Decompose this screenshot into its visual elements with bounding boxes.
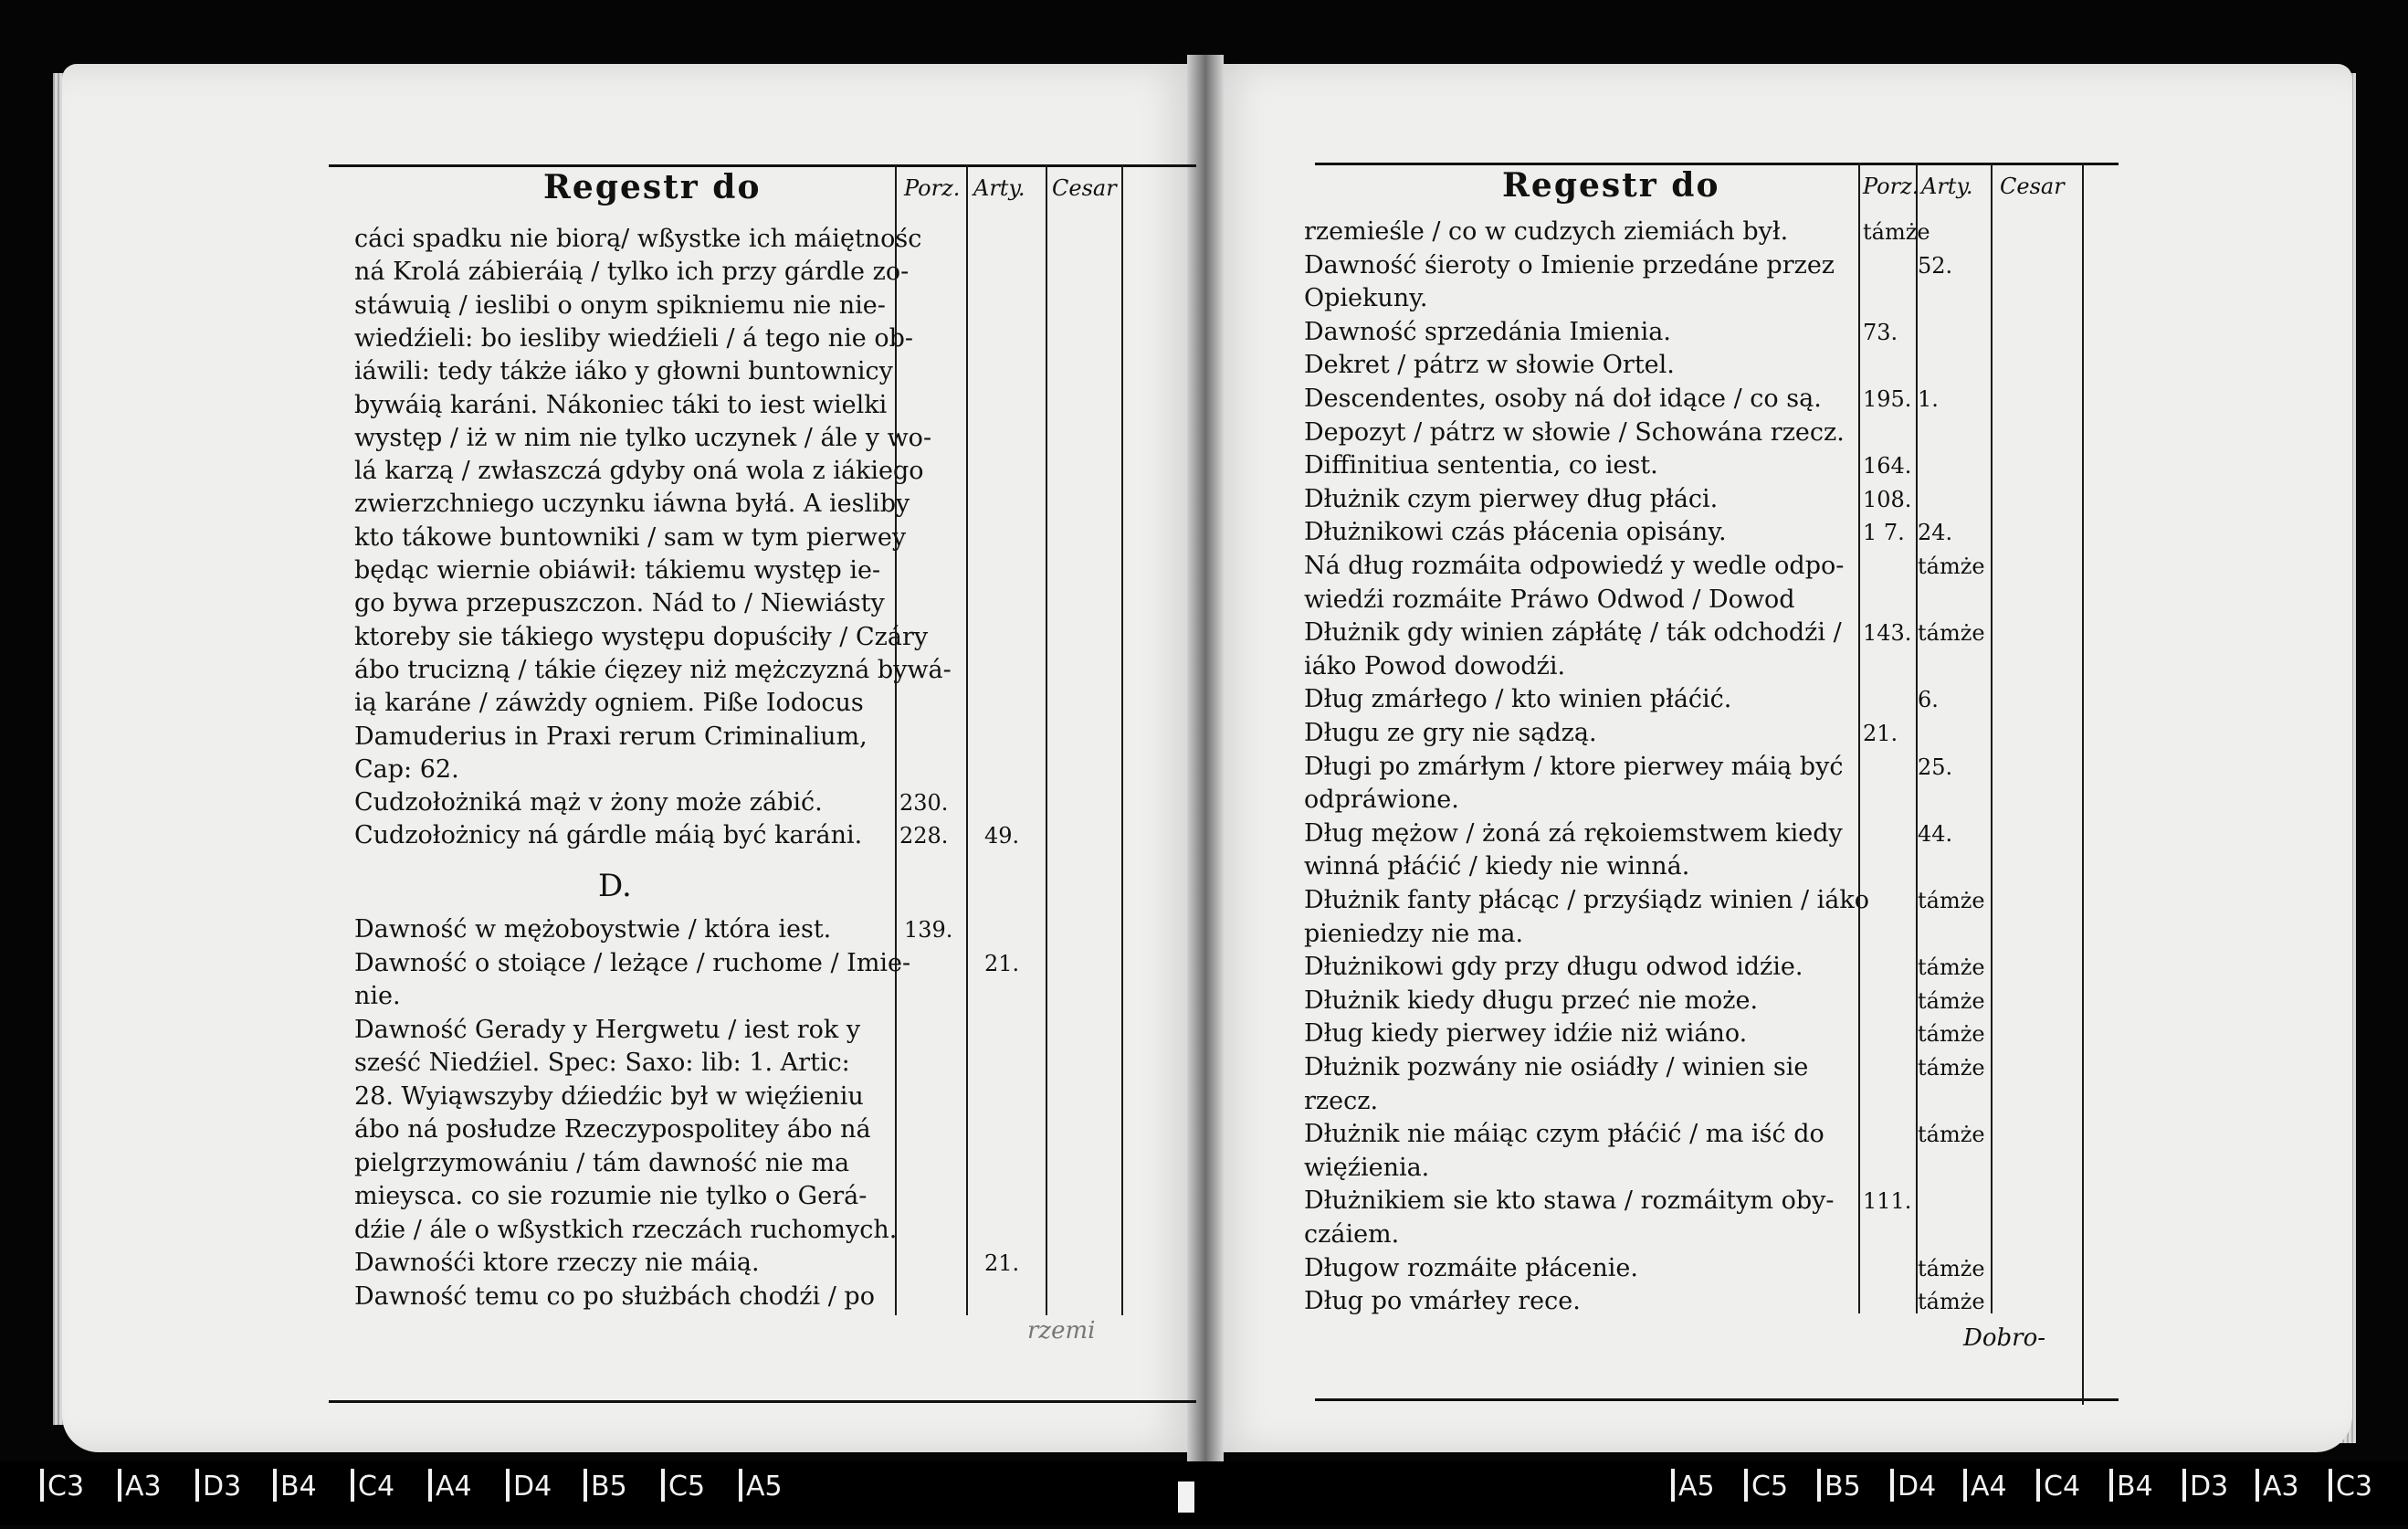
entry-text: bywáią karáni. Nákoniec táki to iest wielki (354, 390, 888, 419)
entry-porz: 195. (1863, 386, 1912, 412)
left-column-rule (1121, 164, 1123, 1315)
signature-label: C4 (2044, 1471, 2081, 1503)
entry-text: lá karzą / zwłaszczá gdyby oná wola z iákiego (354, 457, 924, 486)
right-catchword: Dobro- (1963, 1324, 2046, 1352)
entry-arty: támże (1918, 554, 1985, 579)
signature-label: B5 (591, 1471, 627, 1503)
entry-text: cáci spadku nie biorą/ wßystke ich máiętnośc (354, 225, 922, 253)
entry-porz: 73. (1863, 319, 1898, 345)
left-col-cesar: Cesar (1052, 175, 1117, 201)
left-col-porz: Porz. (904, 175, 961, 201)
entry-arty: támże (1918, 1255, 1985, 1281)
entry-arty: támże (1918, 888, 1985, 913)
strip-divider (273, 1469, 277, 1502)
entry-arty: támże (1918, 1289, 1985, 1315)
entry-text: Dawność o stoiące / leżące / ruchome / Imie- (354, 948, 911, 977)
entry-text: będąc wiernie obiáwił: tákiemu występ ie- (354, 556, 881, 585)
entry-arty: támże (1918, 1055, 1985, 1081)
entry-text: rzecz. (1304, 1086, 1379, 1115)
entry-text: Dłużnik nie máiąc czym płáćić / ma iść do (1304, 1120, 1824, 1149)
entry-arty: 24. (1918, 520, 1953, 546)
entry-text: Dawność w mężoboystwie / która iest. (354, 915, 832, 944)
entry-text: nie. (354, 982, 401, 1010)
signature-label: C4 (358, 1471, 395, 1503)
entry-text: Dłużnik fanty płácąc / przyśiądz winien / iáko (1304, 886, 1869, 914)
strip-divider (1963, 1469, 1967, 1502)
entry-porz: 230. (899, 790, 949, 817)
entry-text: sześć Niedźiel. Spec: Saxo: lib: 1. Artic: (354, 1049, 850, 1077)
signature-label: D3 (203, 1471, 242, 1503)
right-col-porz: Porz. (1863, 174, 1919, 199)
entry-text: Dekret / pátrz w słowie Ortel. (1304, 351, 1675, 380)
signature-label: B5 (1824, 1471, 1861, 1503)
right-running-header: Regestr do (1502, 166, 1720, 205)
entry-text: Diffinitiua sententia, co iest. (1304, 451, 1658, 480)
entry-text: go bywa przepuszczon. Nád to / Niewiásty (354, 589, 885, 618)
strip-divider (2036, 1469, 2040, 1502)
signature-label: C5 (668, 1471, 706, 1503)
entry-porz: 143. (1863, 620, 1912, 647)
entry-text: iáwili: tedy tákże iáko y głowni buntownicy (354, 357, 893, 386)
strip-divider (351, 1469, 354, 1502)
entry-arty: 49. (984, 823, 1020, 849)
entry-arty: 25. (1918, 754, 1953, 780)
signature-label: D4 (1898, 1471, 1937, 1503)
entry-text: wiedźi rozmáite Práwo Odwod / Dowod (1304, 585, 1795, 614)
entry-porz: támże (1863, 219, 1930, 245)
entry-porz: 111. (1863, 1188, 1912, 1215)
entry-text: Depozyt / pátrz w słowie / Schowána rzecz. (1304, 417, 1845, 447)
entry-text: występ / iż w nim nie tylko uczynek / ále y wo- (354, 423, 932, 452)
entry-text: ábo ná posłudze Rzeczypospolitey ábo ná (354, 1115, 871, 1144)
strip-divider (1671, 1469, 1675, 1502)
entry-text: Dług mężow / żoná zá rękoiemstwem kiedy (1304, 818, 1843, 848)
entry-text: pielgrzymowániu / tám dawność nie ma (354, 1148, 850, 1177)
entry-arty: támże (1918, 1021, 1985, 1048)
entry-porz: 1 7. (1863, 520, 1905, 546)
entry-text: Dług kiedy pierwey idźie niż wiáno. (1304, 1019, 1748, 1049)
signature-label: D4 (513, 1471, 552, 1503)
entry-porz: 164. (1863, 453, 1912, 480)
entry-text: Cudzołożniká mąż v żony może zábić. (354, 788, 823, 817)
entry-text: Długi po zmárłym / ktore pierwey máią być (1304, 752, 1844, 781)
signature-label: A5 (1678, 1471, 1715, 1503)
signature-label: B4 (2117, 1471, 2153, 1503)
entry-text: Descendentes, osoby ná doł idące / co są. (1304, 385, 1822, 413)
left-section-letter: D. (598, 868, 632, 904)
signature-label: A4 (436, 1471, 472, 1503)
entry-text: Ná dług rozmáita odpowiedź y wedle odpo- (1304, 552, 1845, 580)
signature-strip (0, 1461, 2408, 1525)
entry-text: iáko Powod dowodźi. (1304, 651, 1566, 680)
entry-arty: 6. (1918, 687, 1939, 713)
entry-text: rzemieśle / co w cudzych ziemiách był. (1304, 217, 1789, 246)
entry-text: Dłużnikowi czás płácenia opisány. (1304, 518, 1727, 547)
entry-text: 28. Wyiąwszyby dźiedźic był w więźieniu (354, 1081, 864, 1111)
entry-text: Cudzołożnicy ná gárdle máią być karáni. (354, 821, 863, 850)
entry-text: Dłużnik czym pierwey dług płáci. (1304, 484, 1719, 513)
entry-text: odpráwione. (1304, 786, 1459, 815)
right-column-rule (2082, 163, 2084, 1405)
strip-divider (428, 1469, 432, 1502)
entry-text: zwierzchniego uczynku iáwna byłá. A iesliby (354, 490, 910, 519)
entry-text: Damuderius in Praxi rerum Criminalium, (354, 722, 868, 751)
right-column-rule (1858, 163, 1860, 1313)
signature-label: D3 (2190, 1471, 2229, 1503)
entry-text: ktoreby sie tákiego występu dopuściły / Czáry (354, 622, 929, 651)
entry-text: Dawnośći ktore rzeczy nie máią. (354, 1249, 760, 1277)
entry-arty: 44. (1918, 820, 1953, 847)
entry-porz: 21. (1863, 721, 1898, 746)
center-marker (1178, 1482, 1194, 1513)
entry-text: ią karáne / záwżdy ogniem. Piße Iodocus (354, 689, 864, 718)
entry-arty: támże (1918, 954, 1985, 981)
entry-arty: 21. (984, 950, 1020, 976)
entry-arty: támże (1918, 987, 1985, 1014)
signature-label: C3 (2336, 1471, 2373, 1503)
entry-text: Dawność Gerady y Hergwetu / iest rok y (354, 1015, 861, 1044)
right-col-cesar: Cesar (2000, 174, 2065, 199)
strip-divider (739, 1469, 742, 1502)
entry-arty: támże (1918, 1122, 1985, 1148)
strip-divider (118, 1469, 121, 1502)
entry-text: Dłużnikiem sie kto stawa / rozmáitym oby- (1304, 1186, 1835, 1216)
entry-text: dźie / ále o wßystkich rzeczách ruchomych. (354, 1215, 898, 1244)
strip-divider (195, 1469, 199, 1502)
strip-divider (2256, 1469, 2259, 1502)
signature-label: A4 (1971, 1471, 2007, 1503)
strip-divider (40, 1469, 44, 1502)
entry-text: pieniedzy nie ma. (1304, 919, 1524, 948)
entry-text: Dłużnik pozwány nie osiádły / winien sie (1304, 1053, 1809, 1081)
strip-divider (2182, 1469, 2186, 1502)
entry-text: Dłużnik kiedy długu przeć nie może. (1304, 986, 1759, 1015)
entry-porz: 108. (1863, 486, 1912, 512)
signature-label: C5 (1751, 1471, 1789, 1503)
left-col-arty: Arty. (973, 175, 1025, 201)
entry-arty: 1. (1918, 386, 1939, 412)
strip-divider (661, 1469, 665, 1502)
entry-text: ná Krolá zábieráią / tylko ich przy gárdle zo- (354, 258, 910, 287)
entry-porz: 139. (904, 917, 953, 943)
entry-text: winná płáćić / kiedy nie winná. (1304, 852, 1690, 881)
entry-text: stáwuią / ieslibi o onym spikniemu nie nie- (354, 290, 886, 320)
entry-arty: 21. (984, 1250, 1020, 1276)
left-column-rule (1046, 164, 1047, 1315)
signature-label: A3 (2263, 1471, 2299, 1503)
entry-text: czáiem. (1304, 1220, 1400, 1249)
entry-text: Dług po vmárłey rece. (1304, 1287, 1581, 1316)
right-col-arty: Arty. (1921, 174, 1973, 199)
strip-divider (1817, 1469, 1821, 1502)
left-column-rule (966, 164, 968, 1315)
entry-text: Długu ze gry nie sądzą. (1304, 719, 1597, 747)
left-catchword: rzemi (1027, 1317, 1096, 1344)
entry-text: Opiekuny. (1304, 284, 1428, 313)
entry-text: wiedźieli: bo iesliby wiedźieli / á tego nie ob- (354, 323, 914, 353)
entry-porz: 228. (899, 823, 949, 849)
entry-text: kto tákowe buntowniki / sam w tym pierwey (354, 522, 907, 552)
strip-divider (584, 1469, 587, 1502)
entry-text: Dłużnik gdy winien zápłátę / ták odchodźi / (1304, 618, 1842, 648)
entry-text: Dawność sprzedánia Imienia. (1304, 317, 1671, 346)
signature-label: A5 (746, 1471, 783, 1503)
entry-text: Dług zmárłego / kto winien płáćić. (1304, 685, 1732, 714)
entry-text: mieysca. co sie rozumie nie tylko o Gerá- (354, 1182, 868, 1210)
signature-label: B4 (280, 1471, 317, 1503)
strip-divider (1744, 1469, 1748, 1502)
entry-text: ábo trucizną / tákie ćięzey niż mężczyzná bywá- (354, 655, 952, 684)
entry-text: Dawność temu co po służbách chodźi / po (354, 1281, 875, 1311)
left-running-header: Regestr do (543, 168, 762, 206)
entry-arty: 52. (1918, 252, 1953, 279)
signature-label: C3 (47, 1471, 85, 1503)
entry-text: więźienia. (1304, 1153, 1430, 1182)
strip-divider (506, 1469, 510, 1502)
strip-divider (1890, 1469, 1894, 1502)
entry-text: Dłużnikowi gdy przy długu odwod idźie. (1304, 953, 1803, 982)
entry-text: Długow rozmáite płácenie. (1304, 1253, 1638, 1282)
strip-divider (2109, 1469, 2113, 1502)
entry-arty: támże (1918, 620, 1985, 647)
right-column-rule (1991, 163, 1993, 1313)
entry-text: Dawność śieroty o Imienie przedáne przez (1304, 250, 1835, 279)
entry-text: Cap: 62. (354, 754, 459, 784)
strip-divider (2329, 1469, 2332, 1502)
signature-label: A3 (125, 1471, 162, 1503)
